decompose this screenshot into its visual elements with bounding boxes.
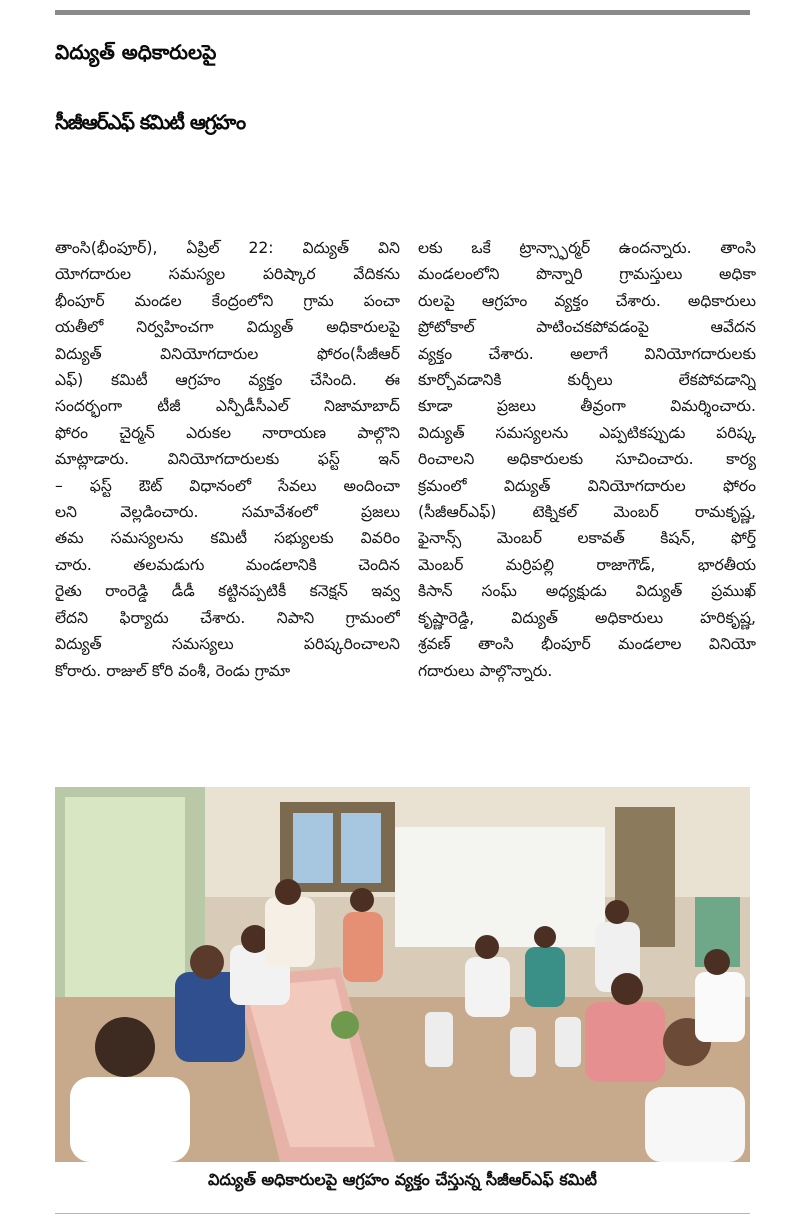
article-column-left (55, 235, 400, 684)
article-line: ఎఫ్) కమిటీ ఆగ్రహం వ్యక్తం చేసింది. ఈ (55, 371, 400, 390)
article-line: తమ సమస్యలను కమిటీ సభ్యులకు వివరిం (55, 529, 400, 548)
article-line: కృష్ణారెడ్డి, విద్యుత్ అధికారులు హరికృష్ణ, (418, 608, 756, 627)
article-line: రించాలని అధికారులకు సూచించారు. కార్య (418, 450, 756, 469)
article-line: కూర్చోవడానికి కుర్చీలు లేకపోవడాన్ని (418, 371, 756, 390)
article-line: విద్యుత్ సమస్యలు పరిష్కరించాలని (55, 635, 400, 654)
article-line: విద్యుత్ సమస్యలను ఎప్పటికప్పుడు పరిష్క (418, 423, 756, 442)
article-line: కూడా ప్రజలు తీవ్రంగా విమర్శించారు. (418, 397, 756, 416)
photo-caption: విద్యుత్ అధికారులపై ఆగ్రహం వ్యక్తం చేస్తున్న సీజీఆర్ఎఫ్ కమిటీ (208, 1170, 597, 1189)
article-line: శ్రవణ్ తాంసి భీంపూర్ మండలాల వినియో (418, 635, 756, 654)
article-line: లని వెల్లడించారు. సమావేశంలో ప్రజలు (55, 503, 400, 522)
article-line: (సీజీఆర్ఎఫ్) టెక్నికల్ మెంబర్ రామకృష్ణ, (418, 503, 756, 522)
article-line: చారు. తలమడుగు మండలానికి చెందిన (55, 555, 400, 574)
meeting-photo-illustration (55, 787, 750, 1162)
article-line: లకు ఒకే ట్రాన్స్ఫార్మర్ ఉందన్నారు. తాంసి (418, 239, 756, 257)
article-line: యోగదారుల సమస్యల పరిష్కార వేదికను (55, 265, 400, 284)
article-line: – ఫస్ట్ ఔట్ విధానంలో సేవలు అందించా (55, 476, 400, 495)
headline-line-1: విద్యుత్ అధికారులపై (55, 40, 217, 64)
article-line: వ్యక్తం చేశారు. అలాగే వినియోగదారులకు (418, 344, 756, 363)
article-column-right (418, 235, 756, 684)
article-line: రైతు రాంరెడ్డి డీడీ కట్టినప్పటికీ కనెక్షన్ ఇవ్వ (55, 582, 400, 601)
article-line: సందర్భంగా టీజీ ఎన్పీడీసీఎల్ నిజామాబాద్ (55, 397, 400, 416)
headline-line-2: సీజీఆర్ఎఫ్ కమిటీ ఆగ్రహం (55, 110, 246, 134)
article-line: గదారులు పాల్గొన్నారు. (418, 661, 553, 680)
article-line: ప్రోటోకాల్ పాటించకపోవడంపై ఆవేదన (418, 318, 756, 337)
article-line: విద్యుత్ వినియోగదారుల ఫోరం(సీజీఆర్ (55, 344, 400, 363)
bottom-divider (55, 1213, 750, 1214)
article-line: భీంపూర్ మండల కేంద్రంలోని గ్రామ పంచా (55, 291, 400, 310)
article-line: తాంసి(భీంపూర్), ఏప్రిల్ 22: విద్యుత్ విని (55, 239, 400, 257)
meeting-photo (55, 787, 750, 1162)
article-line: క్రమంలో విద్యుత్ వినియోగదారుల ఫోరం (418, 476, 756, 495)
article-line: మెంబర్ మర్రిపల్లి రాజాగౌడ్, భారతీయ (418, 555, 756, 574)
article-line: ఫోరం చైర్మన్ ఎరుకల నారాయణ పాల్గొని (55, 423, 400, 442)
article-line: కిసాన్ సంఘ్ అధ్యక్షుడు విద్యుత్ ప్రముఖ్ (418, 582, 756, 601)
article-line: కోరారు. రాజుల్ కోరి వంశీ, రెండు గ్రామా (55, 661, 291, 680)
article-line: యతీలో నిర్వహించగా విద్యుత్ అధికారులపై (55, 318, 400, 337)
article-line: రులపై ఆగ్రహం వ్యక్తం చేశారు. అధికారులు (418, 291, 756, 310)
article-line: ఫైనాన్స్ మెంబర్ లకావత్ కిషన్, ఫోర్త్ (418, 529, 756, 548)
article-line: లేదని ఫిర్యాదు చేశారు. నిపాని గ్రామంలో (55, 608, 400, 627)
article-line: మాట్లాడారు. వినియోగదారులకు ఫస్ట్ ఇన్ (55, 450, 400, 469)
top-divider (55, 10, 750, 15)
article-line: మండలంలోని పొన్నారి గ్రామస్తులు అధికా (418, 265, 756, 284)
